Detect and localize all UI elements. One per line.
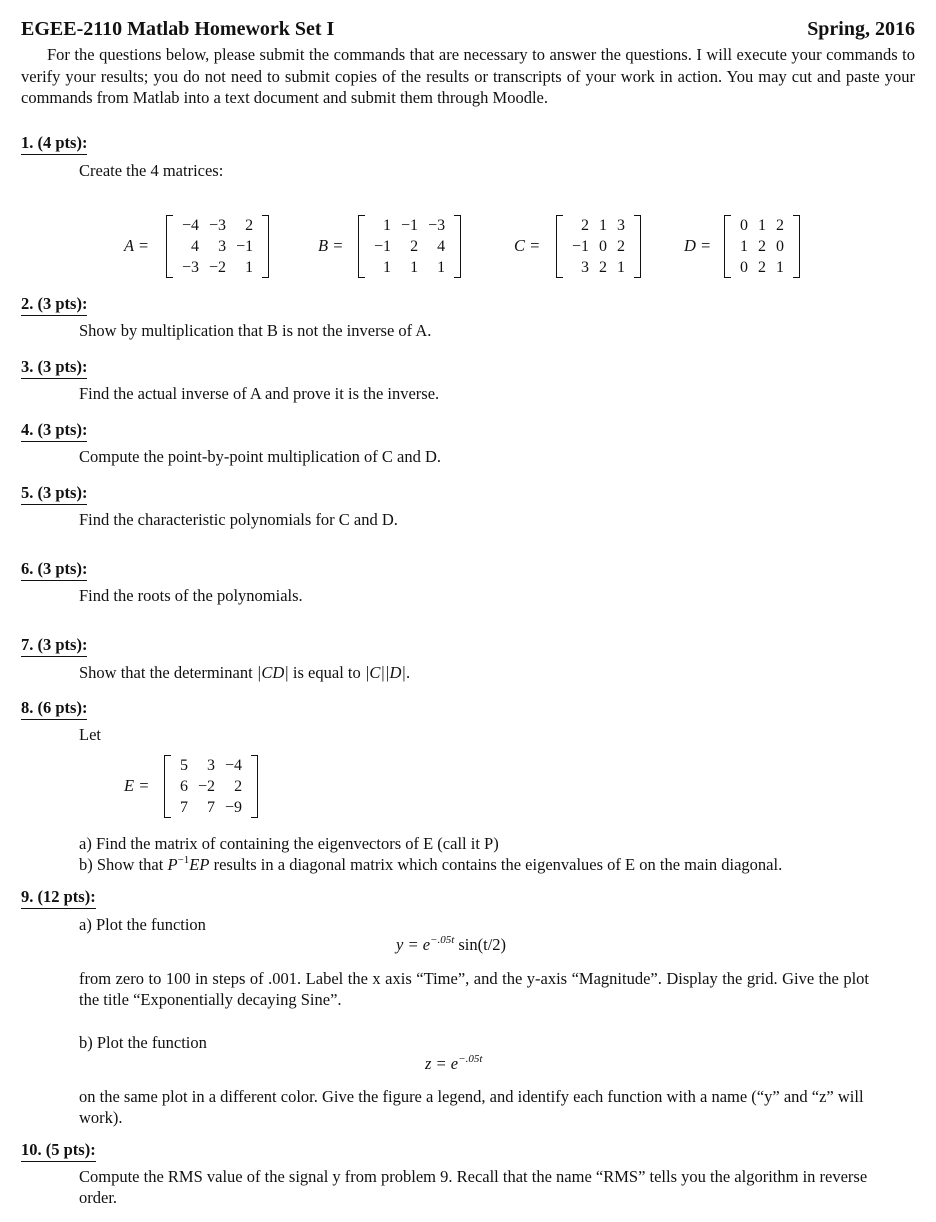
- q7-math-c-d: |C||D|: [364, 663, 406, 682]
- matrix-d-label: [684, 236, 711, 256]
- matrix-c: [556, 215, 641, 278]
- matrix-a-right-bracket: [262, 215, 269, 278]
- matrix-a-label-text: A =: [124, 236, 150, 255]
- matrix-e-body: [164, 755, 258, 818]
- q7-text-mid: is equal to: [288, 663, 365, 682]
- question-10-text: Compute the RMS value of the signal y from problem 9. Recall that the name “RMS” tells you the algorithm in reverse order.: [79, 1167, 868, 1207]
- matrix-e-body-left-bracket: [164, 755, 171, 818]
- matrix-c-left-bracket: [556, 215, 563, 278]
- q8-b-math-sup: −1: [177, 854, 190, 866]
- equation-y: [396, 935, 506, 955]
- question-10-heading: 10. (5 pts):: [21, 1140, 96, 1162]
- matrix-a-cell: 4: [191, 237, 200, 255]
- q8-b-math-p: P: [167, 855, 178, 874]
- matrix-c-cell: 2: [581, 216, 590, 234]
- question-1-heading: 1. (4 pts):: [21, 133, 87, 155]
- question-9-part-b-text: on the same plot in a different color. Give the figure a legend, and identify each function with a name (“y” and “z” will work).: [79, 1087, 864, 1127]
- question-8-let: Let: [79, 725, 101, 744]
- matrix-d-cell: 2: [758, 237, 766, 255]
- q8-b-math-ep: EP: [189, 855, 210, 874]
- matrix-a-cell: −4: [182, 216, 200, 234]
- question-9-heading: 9. (12 pts):: [21, 887, 96, 909]
- equation-z: [425, 1054, 482, 1074]
- matrix-e-body-label: [124, 776, 149, 796]
- matrix-d-cell: 1: [776, 258, 784, 276]
- matrix-d-label-text: D =: [684, 236, 712, 255]
- question-4-heading: 4. (3 pts):: [21, 420, 87, 442]
- matrix-c-cell: −1: [572, 237, 590, 255]
- question-6-text: Find the roots of the polynomials.: [79, 586, 303, 605]
- matrix-e-body-cell: 3: [207, 756, 216, 774]
- matrix-c-cell: 0: [599, 237, 608, 255]
- document-title: EGEE-2110 Matlab Homework Set I: [21, 18, 335, 40]
- matrix-e-body-cell: 7: [207, 798, 216, 816]
- matrix-e-body-cell: −2: [198, 777, 216, 795]
- question-2-text: Show by multiplication that B is not the inverse of A.: [79, 321, 432, 340]
- matrix-a-cell: −3: [209, 216, 227, 234]
- matrix-a-left-bracket: [166, 215, 173, 278]
- matrix-b-cell: 1: [383, 216, 392, 234]
- matrix-e-body-cell: 5: [180, 756, 188, 774]
- question-3-heading: 3. (3 pts):: [21, 357, 87, 379]
- q8-b-before: b) Show that: [79, 855, 168, 874]
- question-8-heading: 8. (6 pts):: [21, 698, 87, 720]
- matrix-a-cell: −2: [209, 258, 227, 276]
- matrix-a: [166, 215, 269, 278]
- matrix-d-cell: 2: [758, 258, 766, 276]
- matrix-e-body-cell: 2: [234, 777, 243, 795]
- matrix-d-cell: 2: [776, 216, 784, 234]
- q8-b-after: results in a diagonal matrix which contains the eigenvalues of E on the main diagonal.: [209, 855, 783, 874]
- matrix-b-cell: 4: [437, 237, 446, 255]
- matrix-d-right-bracket: [793, 215, 800, 278]
- matrix-c-cell: 3: [617, 216, 626, 234]
- matrix-a-cell: −1: [236, 237, 254, 255]
- matrix-c-cell: 1: [617, 258, 626, 276]
- matrix-c-cell: 3: [581, 258, 590, 276]
- matrix-c-right-bracket: [634, 215, 641, 278]
- intro-paragraph: For the questions below, please submit the commands that are necessary to answer the questions. I will execute your commands to verify your results; you do not need to submit copies of the results or transcripts of your work in action. You may cut and paste your commands from Matlab into a text document and submit them through Moodle.: [21, 45, 915, 107]
- matrix-c-label-text: C =: [514, 236, 541, 255]
- question-9-part-a-text: from zero to 100 in steps of .001. Label the x axis “Time”, and the y-axis “Magnitude”. Display the grid. Give the plot the title “Exponentially decaying Sine”.: [79, 969, 869, 1009]
- matrix-b-cell: 1: [437, 258, 446, 276]
- matrix-d: [724, 215, 800, 278]
- matrix-d-cell: 0: [740, 216, 748, 234]
- matrix-b-label: [318, 236, 343, 256]
- matrix-b-cell: −1: [401, 216, 419, 234]
- matrix-a-cell: −3: [182, 258, 200, 276]
- matrix-a-cell: 1: [245, 258, 254, 276]
- matrix-b-cell: 2: [410, 237, 419, 255]
- matrix-e-body-cell: −4: [225, 756, 243, 774]
- question-7-heading: 7. (3 pts):: [21, 635, 87, 657]
- q7-math-cd: |CD|: [256, 663, 289, 682]
- eq-z-lhs: z = e: [425, 1054, 459, 1073]
- matrix-a-cell: 3: [218, 237, 227, 255]
- matrix-c-label: [514, 236, 540, 256]
- matrix-c-cell: 1: [599, 216, 608, 234]
- matrix-b-cell: 1: [383, 258, 392, 276]
- question-1-text: Create the 4 matrices:: [79, 161, 224, 180]
- question-7-text: [79, 662, 879, 683]
- matrix-d-cell: 1: [740, 237, 748, 255]
- matrix-b-cell: −1: [374, 237, 392, 255]
- question-9-part-a-label: a) Plot the function: [79, 915, 206, 934]
- question-2-heading: 2. (3 pts):: [21, 294, 87, 316]
- eq-y-sup: −.05t: [430, 934, 455, 946]
- matrix-d-cell: 0: [740, 258, 748, 276]
- matrix-b-right-bracket: [454, 215, 461, 278]
- matrix-e-body-cell: 7: [180, 798, 188, 816]
- matrix-b: [358, 215, 461, 278]
- matrix-a-cell: 2: [245, 216, 254, 234]
- eq-y-rhs: sin(t/2): [454, 935, 507, 954]
- matrix-d-cell: 0: [776, 237, 784, 255]
- question-5-text: Find the characteristic polynomials for C and D.: [79, 510, 398, 529]
- matrix-b-left-bracket: [358, 215, 365, 278]
- matrix-e-body-right-bracket: [251, 755, 258, 818]
- question-8-part-a: a) Find the matrix of containing the eigenvectors of E (call it P): [79, 834, 499, 853]
- q7-text-before: Show that the determinant: [79, 663, 257, 682]
- matrix-d-cell: 1: [758, 216, 766, 234]
- question-8-part-b: [79, 854, 919, 878]
- matrix-b-label-text: B =: [318, 236, 344, 255]
- matrix-b-cell: −3: [428, 216, 446, 234]
- question-6-heading: 6. (3 pts):: [21, 559, 87, 581]
- matrix-e-body-cell: 6: [180, 777, 188, 795]
- matrix-c-cell: 2: [599, 258, 608, 276]
- question-9-part-b-label: b) Plot the function: [79, 1033, 207, 1052]
- question-5-heading: 5. (3 pts):: [21, 483, 87, 505]
- semester-label: Spring, 2016: [807, 18, 915, 40]
- matrix-e-body-label-text: E =: [124, 776, 150, 795]
- q7-text-after: .: [405, 663, 411, 682]
- matrix-b-cell: 1: [410, 258, 419, 276]
- matrix-d-left-bracket: [724, 215, 731, 278]
- matrix-e-body-cell: −9: [225, 798, 243, 816]
- question-4-text: Compute the point-by-point multiplication of C and D.: [79, 447, 442, 466]
- matrix-a-label: [124, 236, 149, 256]
- question-3-text: Find the actual inverse of A and prove it is the inverse.: [79, 384, 440, 403]
- matrix-c-cell: 2: [617, 237, 626, 255]
- eq-y-lhs: y = e: [396, 935, 431, 954]
- eq-z-sup: −.05t: [458, 1053, 483, 1065]
